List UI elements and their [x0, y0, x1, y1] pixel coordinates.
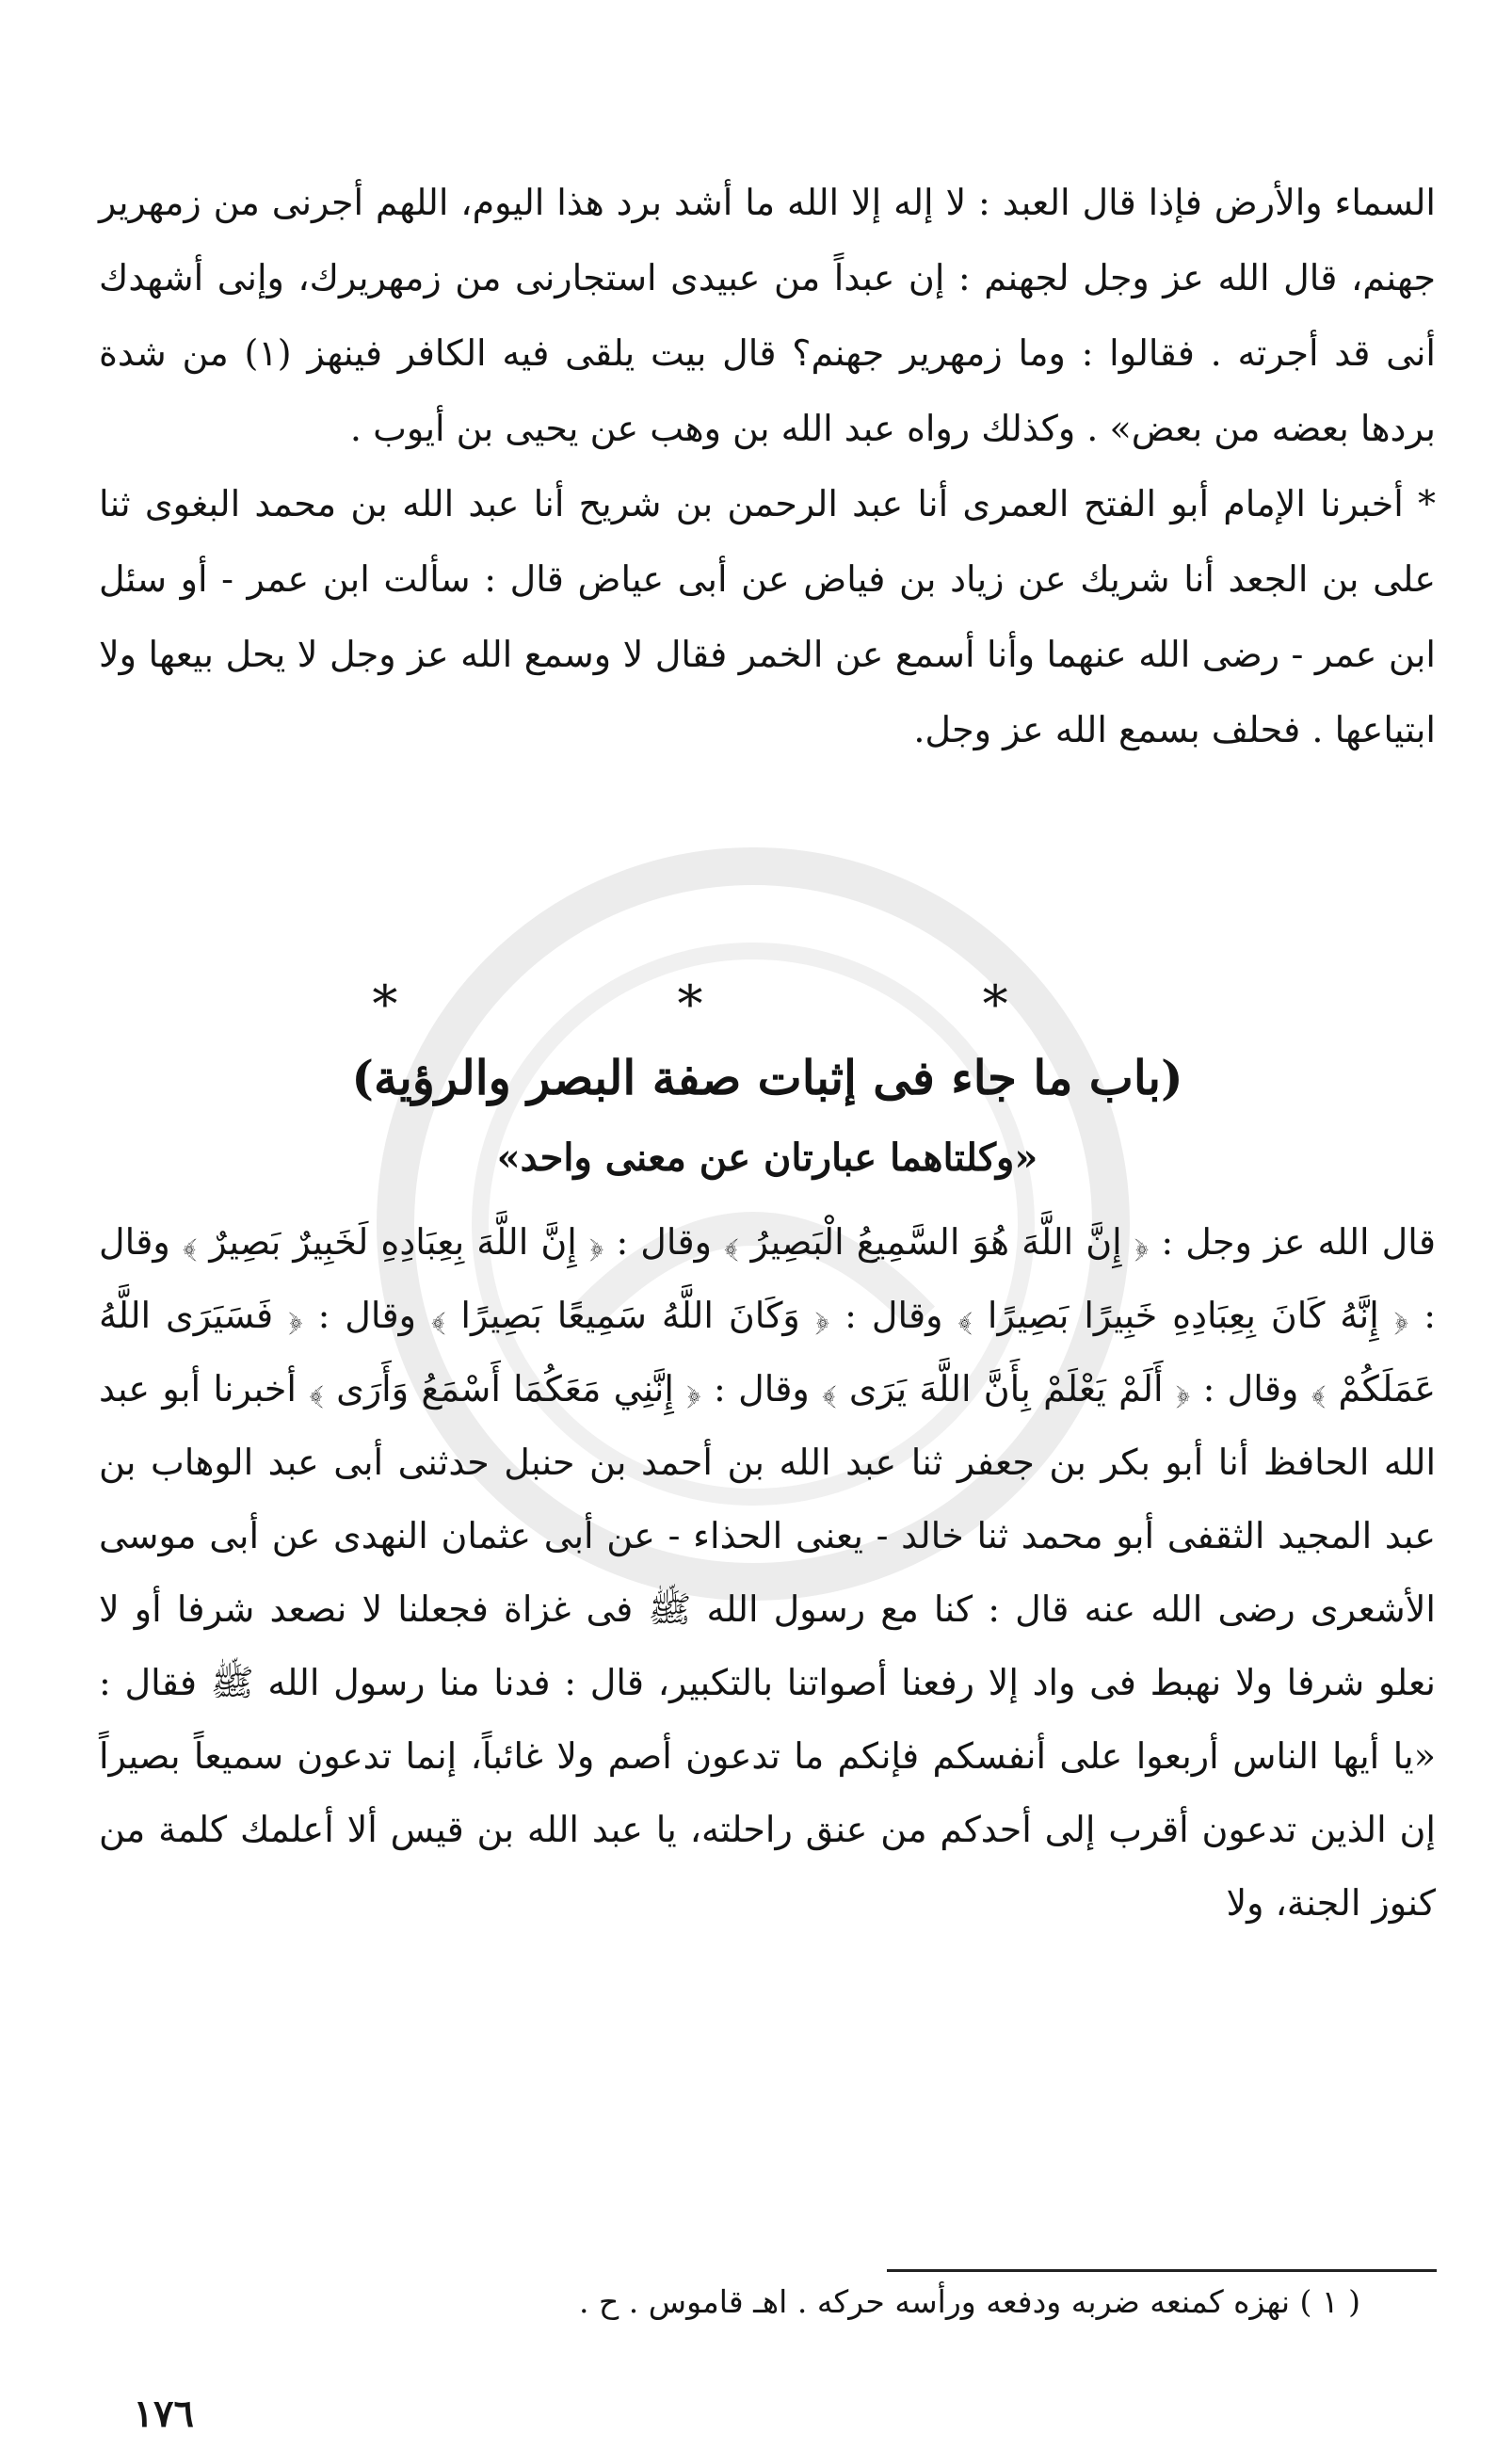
paragraph: السماء والأرض فإذا قال العبد : لا إله إلا الله ما أشد برد هذا اليوم، اللهم أجرنى من زمهرير جهنم، قال الله عز وجل لجهنم : إن عبداً من عبيدى استجارنى من زمهريرك، وإنى أشهدك أنى قد أجرته . فقالوا : وما زمهرير جهنم؟ قال بيت يلقى فيه الكافر فينهز (١) من شدة بردها بعضه من بعض» . وكذلك رواه عبد الله بن وهب عن يحيى بن أيوب . [99, 182, 1436, 449]
paragraph: * أخبرنا الإمام أبو الفتح العمرى أنا عبد الرحمن بن شريح أنا عبد الله بن محمد البغوى ثنا على بن الجعد أنا شريك عن زياد بن فياض عن أبى عياض قال : سألت ابن عمر - أو سئل ابن عمر - رضى الله عنهما وأنا أسمع عن الخمر فقال لا وسمع الله عز وجل لا يحل بيعها ولا ابتياعها . فحلف بسمع الله عز وجل. [99, 483, 1436, 750]
paragraph: قال الله عز وجل : ﴿ إِنَّ اللَّهَ هُوَ السَّمِيعُ الْبَصِيرُ ﴾ وقال : ﴿ إِنَّ اللَّهَ بِعِبَادِهِ لَخَبِيرٌ بَصِيرٌ ﴾ وقال : ﴿ إِنَّهُ كَانَ بِعِبَادِهِ خَبِيرًا بَصِيرًا ﴾ وقال : ﴿ وَكَانَ اللَّهُ سَمِيعًا بَصِيرًا ﴾ وقال : ﴿ فَسَيَرَى اللَّهُ عَمَلَكُمْ ﴾ وقال : ﴿ أَلَمْ يَعْلَمْ بِأَنَّ اللَّهَ يَرَى ﴾ وقال : ﴿ إِنَّنِي مَعَكُمَا أَسْمَعُ وَأَرَى ﴾ أخبرنا أبو عبد الله الحافظ أنا أبو بكر بن جعفر ثنا عبد الله بن أحمد بن حنبل حدثنى أبى عبد الوهاب بن عبد المجيد الثقفى أبو محمد ثنا خالد - يعنى الحذاء - عن أبى عثمان النهدى عن أبى موسى الأشعرى رضى الله عنه قال : كنا مع رسول الله ﷺ فى غزاة فجعلنا لا نصعد شرفا أو لا نعلو شرفا ولا نهبط فى واد إلا رفعنا أصواتنا بالتكبير، قال : فدنا منا رسول الله ﷺ فقال : «يا أيها الناس أربعوا على أنفسكم فإنكم ما تدعون أصم ولا غائباً، إنما تدعون سميعاً بصيراً إن الذين تدعون أقرب إلى أحدكم من عنق راحلته، يا عبد الله بن قيس ألا أعلمك كلمة من كنوز الجنة، ولا [99, 1221, 1436, 1924]
chapter-subtitle: «وكلتاهما عبارتان عن معنى واحد» [496, 1136, 1038, 1180]
chapter-title: (باب ما جاء فى إثبات صفة البصر والرؤية) [351, 1050, 1183, 1105]
main-text [99, 1205, 1436, 1940]
page-number: ١٧٦ [133, 2392, 194, 2436]
footnote-divider [887, 2269, 1437, 2272]
footnote: ( ١ ) نهزه كمنعه ضربه ودفعه ورأسه حركه . اهـ قاموس . ح . [579, 2283, 1360, 2320]
separator-stars: * * * [372, 975, 1140, 1034]
top-text [99, 165, 1436, 767]
